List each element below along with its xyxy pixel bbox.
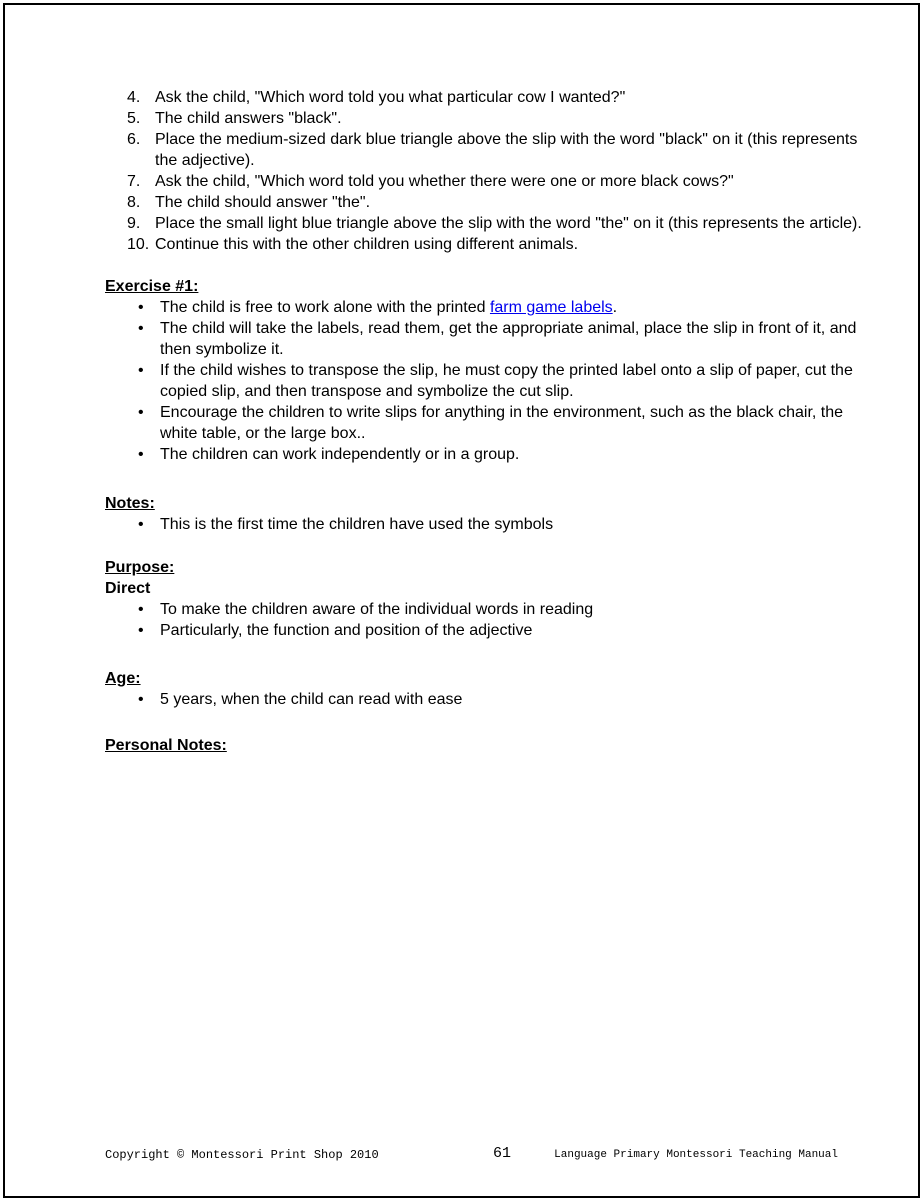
step-number: 9. xyxy=(127,215,141,232)
step-text: The child should answer "the". xyxy=(155,194,371,211)
step-number: 7. xyxy=(127,173,141,190)
bullet-text: The child will take the labels, read them, get the appropriate animal, place the slip in front of it, and then symbolize it. xyxy=(160,320,857,358)
exercise-bullet-list xyxy=(105,297,875,465)
bullet-text: If the child wishes to transpose the slip, he must copy the printed label onto a slip of paper, cut the copied slip, and then transpose and symbolize the cut slip. xyxy=(160,362,853,400)
bullet-text-prefix: The child is free to work alone with the printed xyxy=(160,299,490,316)
bullet-item xyxy=(105,318,875,360)
bullet-item xyxy=(105,360,875,402)
bullet-text: Particularly, the function and position of the adjective xyxy=(160,622,533,639)
bullet-marker: • xyxy=(138,691,144,708)
purpose-subheading-direct: Direct xyxy=(105,580,151,597)
bullet-text: Encourage the children to write slips for anything in the environment, such as the black chair, the white table, or the large box.. xyxy=(160,404,844,442)
step-text: The child answers "black". xyxy=(155,110,342,127)
bullet-marker: • xyxy=(138,622,144,639)
footer-copyright: Copyright © Montessori Print Shop 2010 xyxy=(105,1148,379,1162)
bullet-text-suffix: . xyxy=(612,299,618,316)
step-item xyxy=(105,87,875,108)
bullet-text: 5 years, when the child can read with ease xyxy=(160,691,463,708)
step-number: 4. xyxy=(127,89,141,106)
step-list xyxy=(105,87,875,255)
page-number: 61 xyxy=(492,1145,511,1162)
step-text: Place the small light blue triangle above the slip with the word "the" on it (this represents the article). xyxy=(155,215,862,232)
section-heading-exercise: Exercise #1: xyxy=(105,278,199,295)
purpose-bullet-list xyxy=(105,599,875,641)
bullet-marker: • xyxy=(138,516,144,533)
bullet-marker: • xyxy=(138,404,144,421)
step-number: 10. xyxy=(127,236,150,253)
step-text: Place the medium-sized dark blue triangle above the slip with the word "black" on it (this represents the adjective). xyxy=(155,131,858,169)
step-item xyxy=(105,129,875,171)
section-heading-purpose: Purpose: xyxy=(105,559,175,576)
bullet-marker: • xyxy=(138,601,144,618)
bullet-marker: • xyxy=(138,299,144,316)
age-bullet-list xyxy=(105,689,875,710)
step-text: Ask the child, "Which word told you what particular cow I wanted?" xyxy=(155,89,626,106)
step-number: 6. xyxy=(127,131,141,148)
section-heading-personal-notes: Personal Notes: xyxy=(105,737,227,754)
bullet-text xyxy=(160,297,875,318)
bullet-marker: • xyxy=(138,446,144,463)
step-item xyxy=(105,108,875,129)
bullet-item xyxy=(105,689,875,710)
notes-bullet-list xyxy=(105,514,875,535)
step-item xyxy=(105,171,875,192)
bullet-item xyxy=(105,599,875,620)
bullet-marker: • xyxy=(138,362,144,379)
step-number: 5. xyxy=(127,110,141,127)
bullet-text: The children can work independently or in a group. xyxy=(160,446,520,463)
step-text: Ask the child, "Which word told you whether there were one or more black cows?" xyxy=(155,173,734,190)
bullet-item xyxy=(105,297,875,318)
bullet-item xyxy=(105,514,875,535)
step-item xyxy=(105,192,875,213)
farm-game-labels-link[interactable]: farm game labels xyxy=(489,299,613,316)
bullet-item xyxy=(105,402,875,444)
section-heading-age: Age: xyxy=(105,670,141,687)
bullet-item xyxy=(105,620,875,641)
step-item xyxy=(105,234,875,255)
bullet-item xyxy=(105,444,875,465)
step-text: Continue this with the other children using different animals. xyxy=(155,236,579,253)
section-heading-notes: Notes: xyxy=(105,495,155,512)
bullet-text: This is the first time the children have used the symbols xyxy=(160,516,554,533)
document-content xyxy=(105,87,875,756)
footer-manual-title: Language Primary Montessori Teaching Manual xyxy=(554,1149,838,1161)
step-item xyxy=(105,213,875,234)
step-number: 8. xyxy=(127,194,141,211)
bullet-marker: • xyxy=(138,320,144,337)
bullet-text: To make the children aware of the individual words in reading xyxy=(160,601,594,618)
